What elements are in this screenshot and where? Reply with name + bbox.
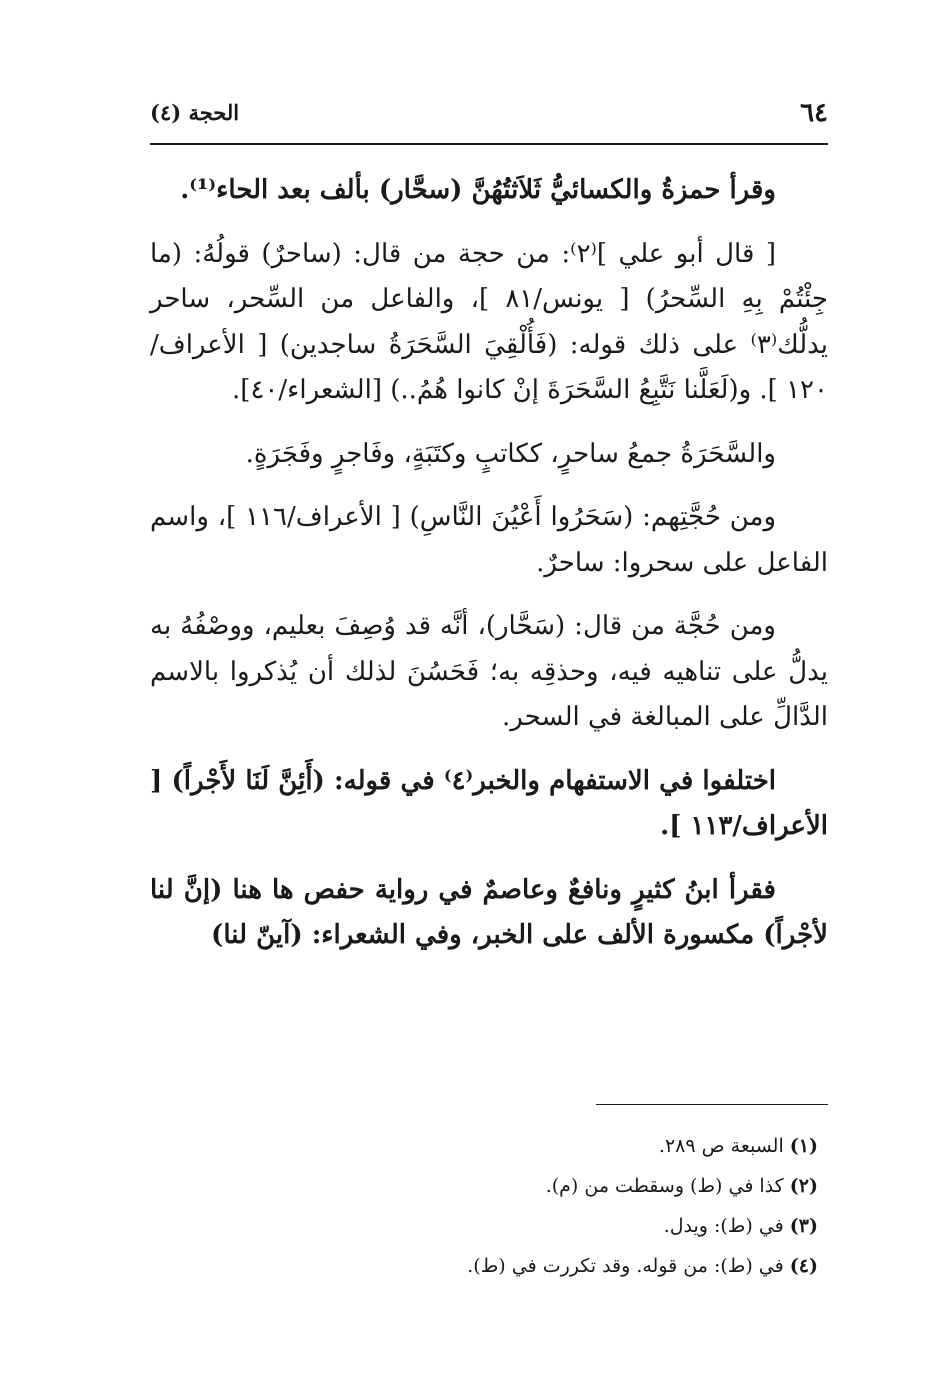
main-text xyxy=(150,168,828,977)
footnote xyxy=(150,1126,818,1166)
footnote xyxy=(150,1166,818,1206)
paragraph: والسَّحَرَةُ جمعُ ساحرٍ، ككاتبٍ وكتَبَةٍ، وفَاجرٍ وفَجَرَةٍ. xyxy=(245,438,776,469)
footnote xyxy=(150,1246,818,1286)
footnote-marker: (١) xyxy=(789,1135,818,1157)
paragraph: وقرأ حمزةُ والكسائيُّ ثَلاَثتُهُنَّ (سحَّار) بألف بعد الحاء⁽¹⁾. xyxy=(180,175,776,205)
footnote-divider xyxy=(596,1104,828,1105)
paragraph: ومن حُجَّة من قال: (سَحَّار)، أنَّه قد وُصِفَ بعليم، ووصْفُهُ به يدلُّ على تناهيه فيه، وحذقِه به؛ فَحَسُنَ لذلك أن يُذكروا بالاسم الدَّالِّ على المبالغة في السحر. xyxy=(150,611,828,732)
footnote-marker: (٢) xyxy=(789,1175,818,1197)
footnote-marker: (٤) xyxy=(789,1255,818,1277)
paragraph: فقرأ ابنُ كثيرٍ ونافعٌ وعاصمٌ في رواية حفص ها هنا (إنَّ لنا لأجْراً) مكسورة الألف على الخبر، وفي الشعراء: (آينّ لنا) xyxy=(150,874,828,950)
paragraph: اختلفوا في الاستفهام والخبر⁽٤⁾ في قوله: (أَئِنَّ لَنَا لأَجْراً) [ الأعراف/١١٣ ]. xyxy=(150,765,828,841)
footnote-marker: (٣) xyxy=(789,1215,818,1237)
running-header xyxy=(150,96,828,140)
footnote-text: في (ط): من قوله. وقد تكررت في (ط). xyxy=(467,1255,784,1277)
running-title: الحجة (٤) xyxy=(150,100,240,125)
footnote-text: في (ط): ويدل. xyxy=(663,1215,784,1237)
paragraph: ومن حُجَّتِهم: (سَحَرُوا أَعْيُنَ النَّاسِ) [ الأعراف/١١٦ ]، واسم الفاعل على سحروا: ساحرٌ. xyxy=(150,502,828,578)
footnote xyxy=(150,1206,818,1246)
page-number: ٦٤ xyxy=(800,98,828,128)
footnote-text: كذا في (ط) وسقطت من (م). xyxy=(545,1175,784,1197)
footnote-text: السبعة ص ٢٨٩. xyxy=(658,1135,784,1157)
paragraph: [ قال أبو علي ]⁽٢⁾: من حجة من قال: (ساحرٌ) قولُهُ: (ما جِئْتُمْ بِهِ السِّحرُ) [ يونس/٨١ ]، والفاعل من السِّحر، ساحر يدلُّك⁽٣⁾ على ذلك قوله: (فَأُلْقِيَ السَّحَرَةُ ساجدين) [ الأعراف/١٢٠ ]. و(لَعَلَّنا نَتَّبِعُ السَّحَرَةَ إنْ كانوا هُمُ..) [الشعراء/٤٠]. xyxy=(150,238,828,405)
footnotes xyxy=(150,1126,818,1286)
header-divider xyxy=(150,143,828,145)
